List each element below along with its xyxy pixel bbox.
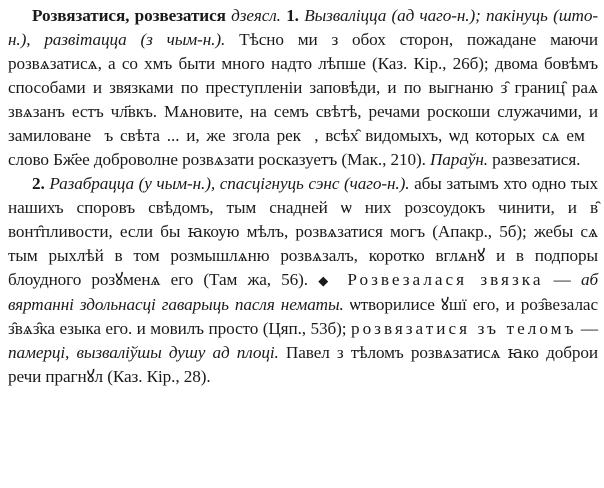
phrase-2-gloss: памерці, вызваліўшы душу ад плоці. — [8, 343, 279, 362]
phrase-1: Розвезалася звязка — [334, 270, 544, 289]
phrase-2: розвязатися зъ теломъ — [350, 319, 577, 338]
phrase-2-dash: — — [576, 319, 598, 338]
headword: Розвязатися, розвезатися — [32, 6, 226, 25]
sense-1-gloss: Вызваліцца (ад чаго-н.); пакінуць (што-н.), развітацца (з чым-н.). — [8, 6, 598, 49]
cross-reference: развезатися. — [487, 150, 581, 169]
phrase-marker-diamond-icon: ◆ — [318, 273, 335, 288]
cross-reference-label: Параўн. — [430, 150, 488, 169]
sense-1-paragraph — [8, 4, 598, 172]
part-of-speech: дзеясл. — [231, 6, 281, 25]
dictionary-entry — [8, 4, 598, 389]
phrase-2-quotation: Павел з тѣломъ розвѧзатисѧ ꙗко доброи речи прагнꙋл (Каз. Кір., 28). — [8, 343, 598, 386]
sense-2-quotation-1: абы затымъ хто одно тых нашихъ споровъ свѣдомъ, тым снадней ѡ них розсоудокъ чинити, и в̑ вонт̑пливости, если бы ꙗкоую мѣлъ, розвѧзатися могъ (Апакр., 5б); жебы сѧ тым рыхлѣй в том розмышлѧню розвѧзалъ, коротко вглѧнꙋ и в подпоры блоудного розꙋменѧ его (Там жа, 56). — [8, 174, 598, 289]
sense-number-2: 2. — [32, 174, 45, 193]
sense-number-1: 1. — [286, 6, 299, 25]
phrase-1-dash: — — [543, 270, 581, 289]
sense-2-paragraph — [8, 172, 598, 389]
phrase-1-gloss: аб вяртанні здольнасці гаварыць пасля нематы. — [8, 270, 598, 314]
sense-2-gloss: Разабрацца (у чым-н.), спасцігнуць сэнс (чаго-н.). — [49, 174, 410, 193]
sense-1-quotation: Тѣсно ми з обох сторон, пожадане маючи розвѧзатисѧ, а со хмъ быти много надто лѣпше (Каз. Кір., 26б); двома бовѣмъ способами и звязками по преступленіи заповѣди, и по выгнаню з̑ границ̑ раѧ звѧзанъ естъ чл҃вкъ. Мѧновите, на семъ свѣтѣ, речами роскоши служачими, и замилованеⷨъ свѣта ... и, же згола рекꙋ, всѣх̑ видомыхъ, ѡд которых сѧ емꙋ слово Бж҃ее доброволне розвѧзати росказуетъ (Мак., 210). — [8, 30, 598, 169]
phrase-1-quotation: ѡтворилисе ꙋшї его, и роз̑везалас з̑вѧз̑ка езыка его. и мовилъ просто (Цяп., 53б); — [8, 295, 598, 338]
